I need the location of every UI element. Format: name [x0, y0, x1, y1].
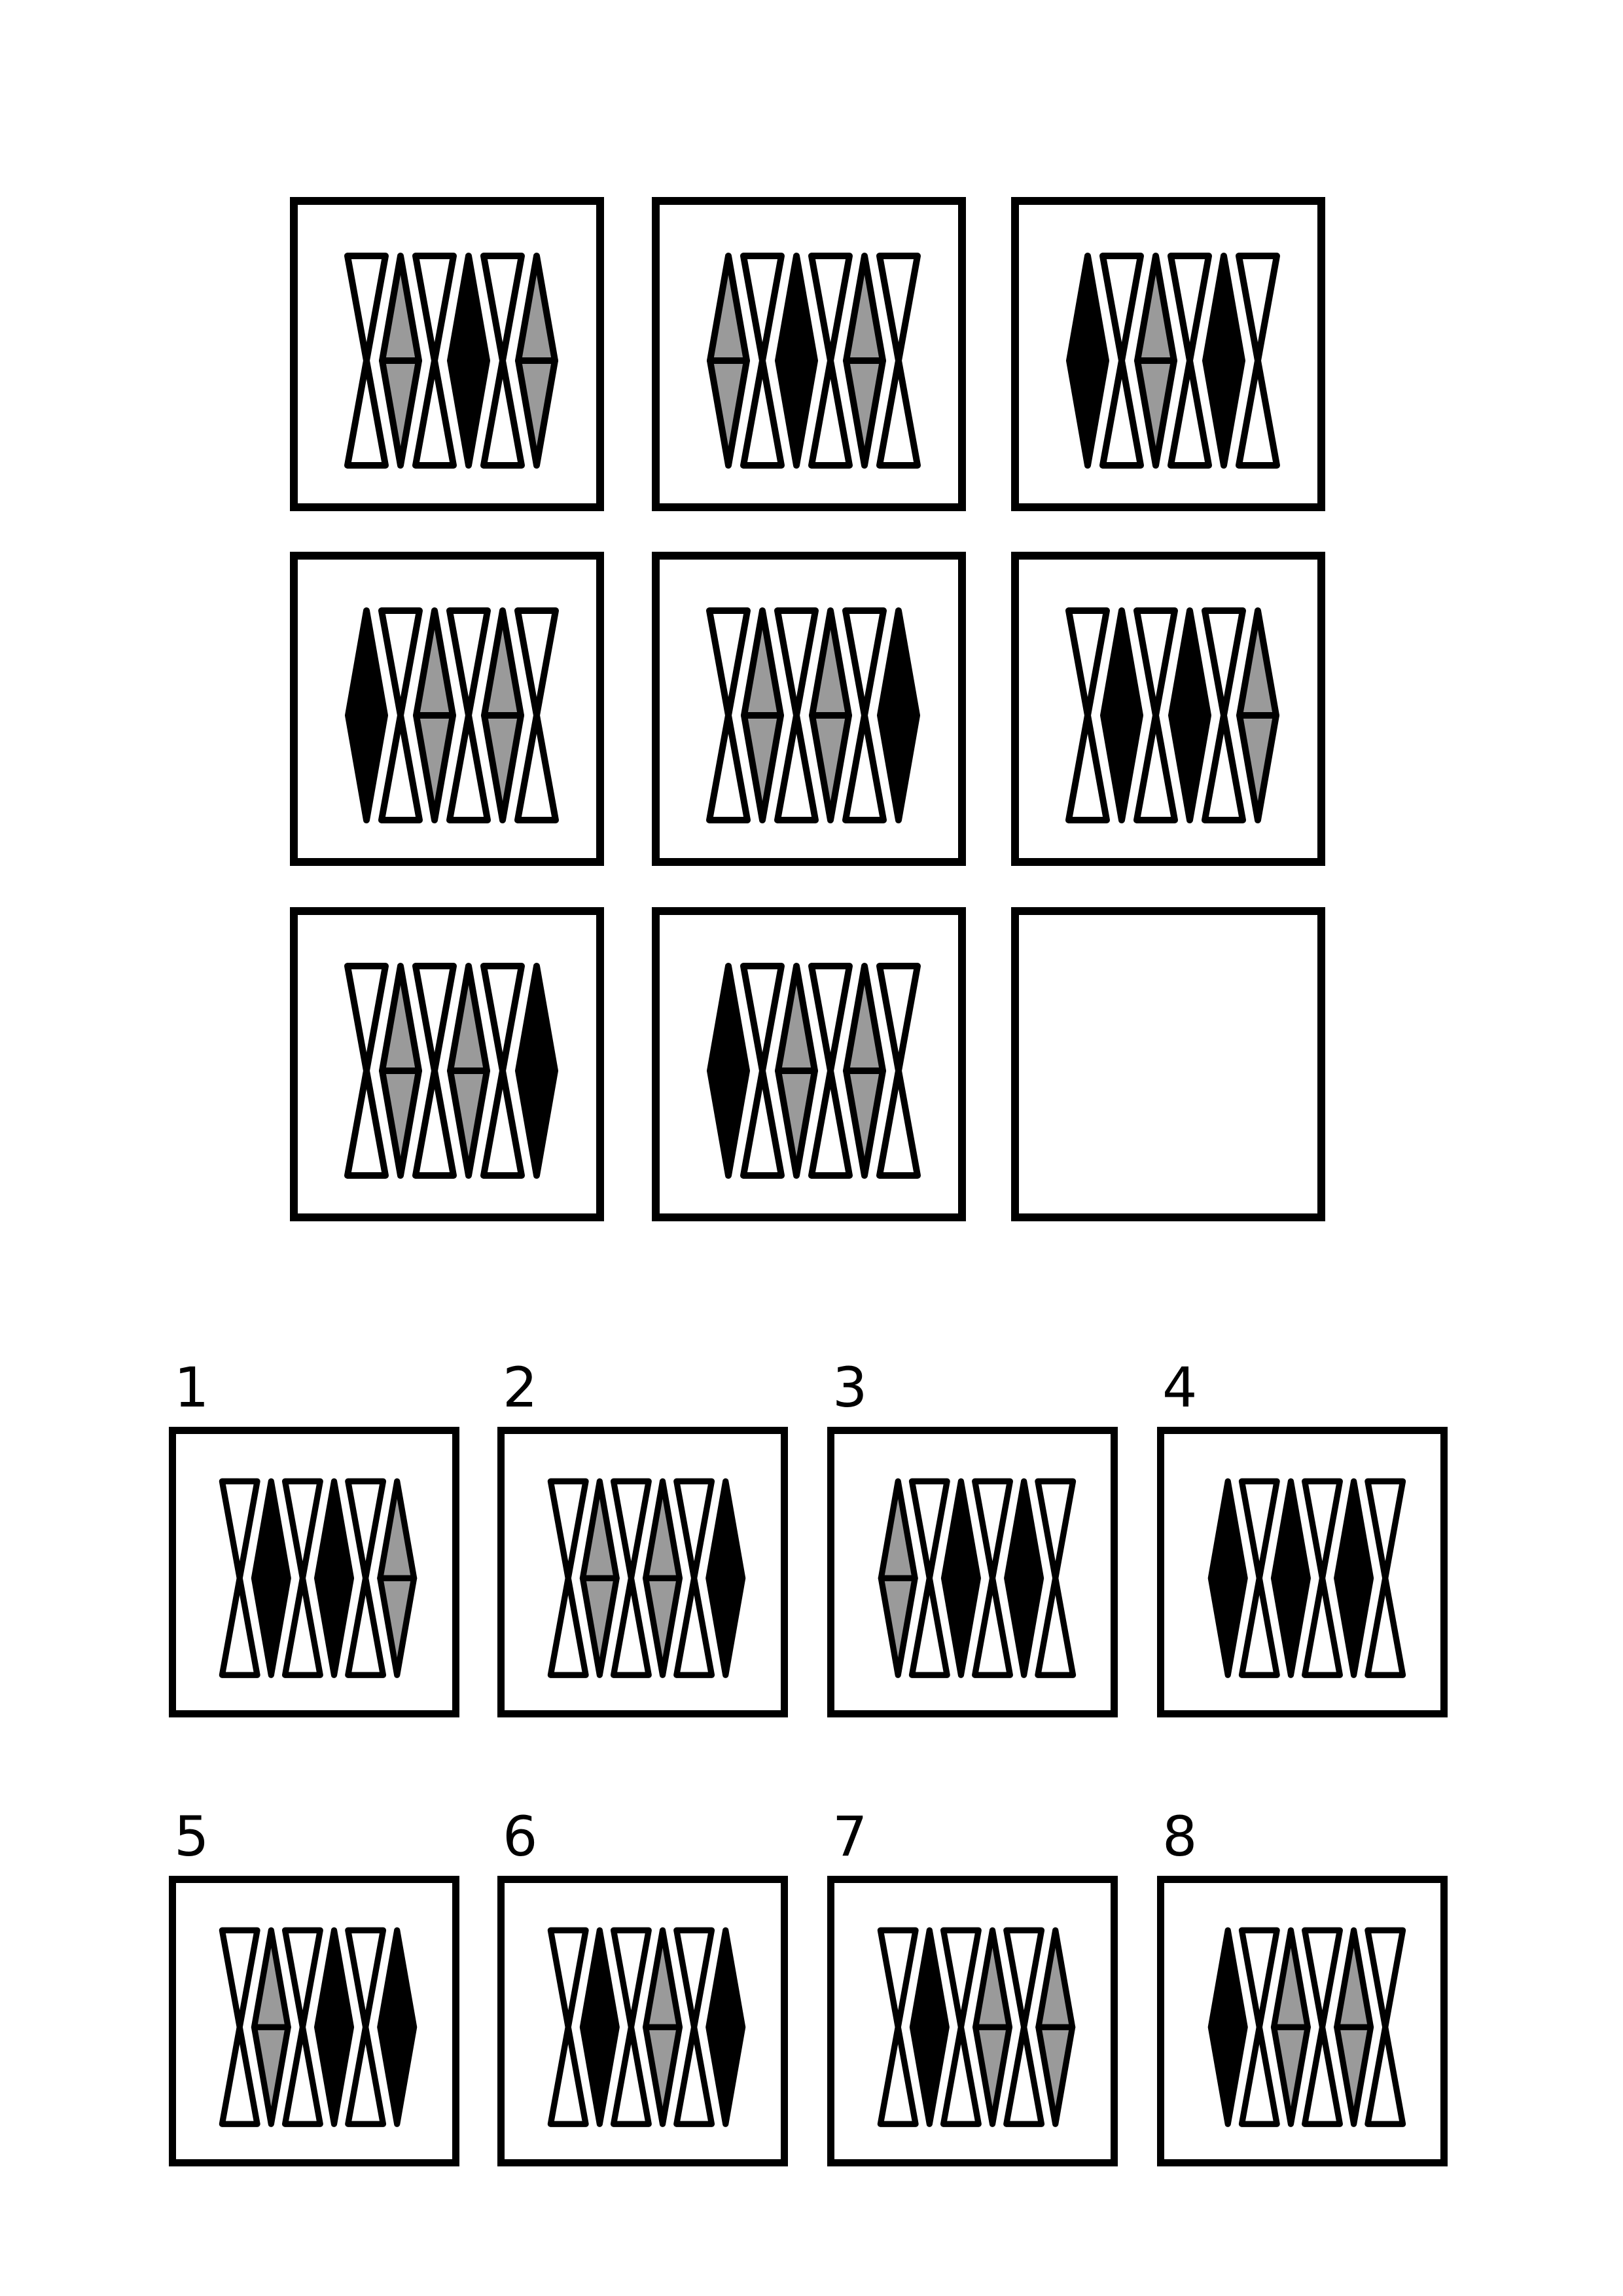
pattern-figure — [827, 1427, 1118, 1717]
black-diamond-shape — [1205, 256, 1242, 465]
answer-option-1[interactable] — [169, 1427, 459, 1717]
black-diamond-shape — [1274, 1481, 1308, 1675]
answer-option-6[interactable] — [497, 1876, 788, 2166]
answer-option-7[interactable] — [827, 1876, 1118, 2166]
black-diamond-shape — [582, 1930, 616, 2124]
pattern-figure — [169, 1427, 459, 1717]
black-diamond-shape — [1103, 611, 1140, 820]
black-diamond-shape — [254, 1481, 288, 1675]
grid-cell-3-1 — [290, 907, 604, 1221]
black-diamond-shape — [778, 256, 815, 465]
pattern-figure — [652, 197, 966, 511]
black-diamond-shape — [1211, 1481, 1245, 1675]
answer-option-5[interactable] — [169, 1876, 459, 2166]
grid-cell-3-3-empty-answer-slot — [1011, 907, 1325, 1221]
black-diamond-shape — [1337, 1481, 1371, 1675]
pattern-figure — [1011, 552, 1325, 866]
black-diamond-shape — [912, 1930, 946, 2124]
pattern-figure — [290, 552, 604, 866]
option-label-5: 5 — [174, 1804, 209, 1869]
pattern-figure — [290, 907, 604, 1221]
grid-cell-2-1 — [290, 552, 604, 866]
grid-cell-1-2 — [652, 197, 966, 511]
grid-cell-1-1 — [290, 197, 604, 511]
black-diamond-shape — [1069, 256, 1106, 465]
pattern-figure — [497, 1876, 788, 2166]
answer-option-4[interactable] — [1157, 1427, 1448, 1717]
black-diamond-shape — [450, 256, 487, 465]
black-diamond-shape — [348, 611, 385, 820]
black-diamond-shape — [1171, 611, 1208, 820]
black-diamond-shape — [518, 966, 555, 1175]
black-diamond-shape — [1007, 1481, 1041, 1675]
pattern-figure — [290, 197, 604, 511]
option-label-1: 1 — [174, 1355, 209, 1420]
pattern-figure — [827, 1876, 1118, 2166]
pattern-figure — [652, 907, 966, 1221]
black-diamond-shape — [1211, 1930, 1245, 2124]
black-diamond-shape — [380, 1930, 414, 2124]
black-diamond-shape — [944, 1481, 978, 1675]
answer-option-2[interactable] — [497, 1427, 788, 1717]
answer-option-3[interactable] — [827, 1427, 1118, 1717]
pattern-figure — [497, 1427, 788, 1717]
option-label-3: 3 — [832, 1355, 868, 1420]
option-label-6: 6 — [503, 1804, 538, 1869]
grid-cell-1-3 — [1011, 197, 1325, 511]
black-diamond-shape — [709, 1481, 743, 1675]
black-diamond-shape — [709, 1930, 743, 2124]
pattern-figure — [1011, 907, 1325, 1221]
grid-cell-2-2 — [652, 552, 966, 866]
grid-cell-2-3 — [1011, 552, 1325, 866]
black-diamond-shape — [710, 966, 747, 1175]
pattern-figure — [1157, 1876, 1448, 2166]
option-label-7: 7 — [832, 1804, 868, 1869]
black-diamond-shape — [317, 1930, 351, 2124]
answer-option-8[interactable] — [1157, 1876, 1448, 2166]
pattern-figure — [169, 1876, 459, 2166]
pattern-figure — [1157, 1427, 1448, 1717]
black-diamond-shape — [880, 611, 917, 820]
option-label-2: 2 — [503, 1355, 538, 1420]
black-diamond-shape — [317, 1481, 351, 1675]
option-label-4: 4 — [1162, 1355, 1198, 1420]
option-label-8: 8 — [1162, 1804, 1198, 1869]
pattern-figure — [1011, 197, 1325, 511]
grid-cell-3-2 — [652, 907, 966, 1221]
pattern-figure — [652, 552, 966, 866]
